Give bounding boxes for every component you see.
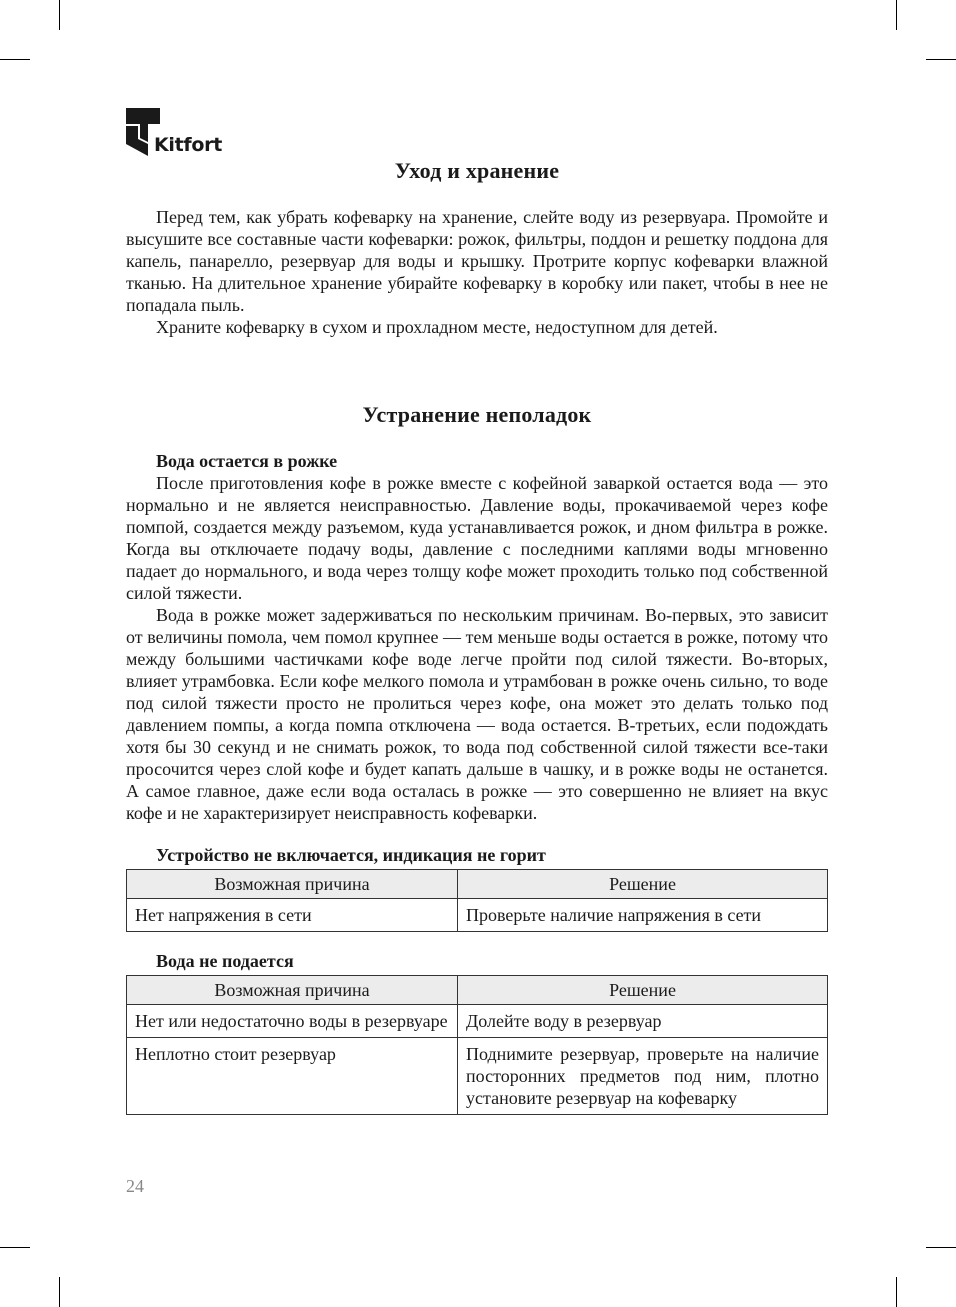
table-header-row (127, 976, 828, 1005)
page-number: 24 (126, 1176, 144, 1196)
crop-mark (896, 0, 897, 30)
crop-mark (896, 1277, 897, 1307)
column-header-cause: Возможная причина (127, 870, 458, 899)
water-in-holder-paragraph: После приготовления кофе в рожке вместе с кофейной заваркой остается вода — это нормально и не является неисправностью. Давление воды, прокачиваемой через кофе помпой, создается между разъемом, куда устанавливается рожок, и дном фильтра в рожке. Когда вы отключаете подачу воды, давление с последними каплями воды мгновенно падает до нормального, и вода через толщу кофе может проходить только под собственной силой тяжести. (126, 473, 828, 603)
care-paragraph: Храните кофеварку в сухом и прохладном месте, недоступном для детей. (156, 317, 718, 337)
cell-cause: Нет или недостаточно воды в резервуаре (127, 1005, 458, 1038)
column-header-cause: Возможная причина (127, 976, 458, 1005)
cell-cause: Нет напряжения в сети (127, 899, 458, 932)
troubleshooting-table-water (126, 975, 828, 1115)
cell-solution: Долейте воду в резервуар (458, 1005, 828, 1038)
table-row (127, 1038, 828, 1115)
cell-cause: Неплотно стоит резервуар (127, 1038, 458, 1115)
water-in-holder-heading: Вода остается в рожке (156, 451, 338, 471)
table2-heading: Вода не подается (156, 951, 294, 971)
crop-mark (0, 59, 30, 60)
cell-solution: Поднимите резервуар, проверьте на наличие посторонних предметов под ним, плотно установите резервуар на кофеварку (458, 1038, 828, 1115)
water-in-holder-paragraph: Вода в рожке может задерживаться по нескольким причинам. Во-первых, это зависит от величины помола, чем помол крупнее — тем меньше воды остается в рожке, потому что между большими частичками кофе воде легче пройти под силой тяжести. Во-вторых, влияет утрамбовка. Если кофе мелкого помола и утрамбован в рожке очень сильно, то воде под силой тяжести просто не пролиться через кофе, она может это делать только под давлением помпы, а когда помпа отключена — вода остается. В-третьих, если подождать хотя бы 30 секунд и не снимать рожок, то вода под собственной силой тяжести все-таки просочится через слой кофе и будет капать дальше в чашку, и в рожке воды не останется. А самое главное, даже если вода осталась в рожке — это совершенно не влияет на вкус кофе и не характеризирует неисправность кофеварки. (126, 605, 828, 823)
column-header-solution: Решение (458, 870, 828, 899)
care-title: Уход и хранение (394, 158, 560, 183)
table-row (127, 899, 828, 932)
table1-heading: Устройство не включается, индикация не горит (156, 845, 546, 865)
troubleshooting-title: Устранение неполадок (362, 402, 592, 427)
crop-mark (0, 1247, 30, 1248)
brand-name: Kitfort (154, 134, 222, 156)
care-paragraph: Перед тем, как убрать кофеварку на хранение, слейте воду из резервуара. Промойте и высушите все составные части кофеварки: рожок, фильтры, поддон и решетку поддона для капель, панарелло, резервуар для воды и крышку. Протрите корпус кофеварки влажной тканью. На длительное хранение убирайте кофеварку в коробку или пакет, чтобы в нее не попадала пыль. (126, 207, 828, 315)
crop-mark (59, 0, 60, 30)
column-header-solution: Решение (458, 976, 828, 1005)
page-content (126, 158, 828, 1115)
crop-mark (926, 59, 956, 60)
troubleshooting-table-power (126, 869, 828, 932)
brand-logo (126, 108, 236, 160)
table-header-row (127, 870, 828, 899)
crop-mark (59, 1277, 60, 1307)
table-row (127, 1005, 828, 1038)
crop-mark (926, 1247, 956, 1248)
cell-solution: Проверьте наличие напряжения в сети (458, 899, 828, 932)
